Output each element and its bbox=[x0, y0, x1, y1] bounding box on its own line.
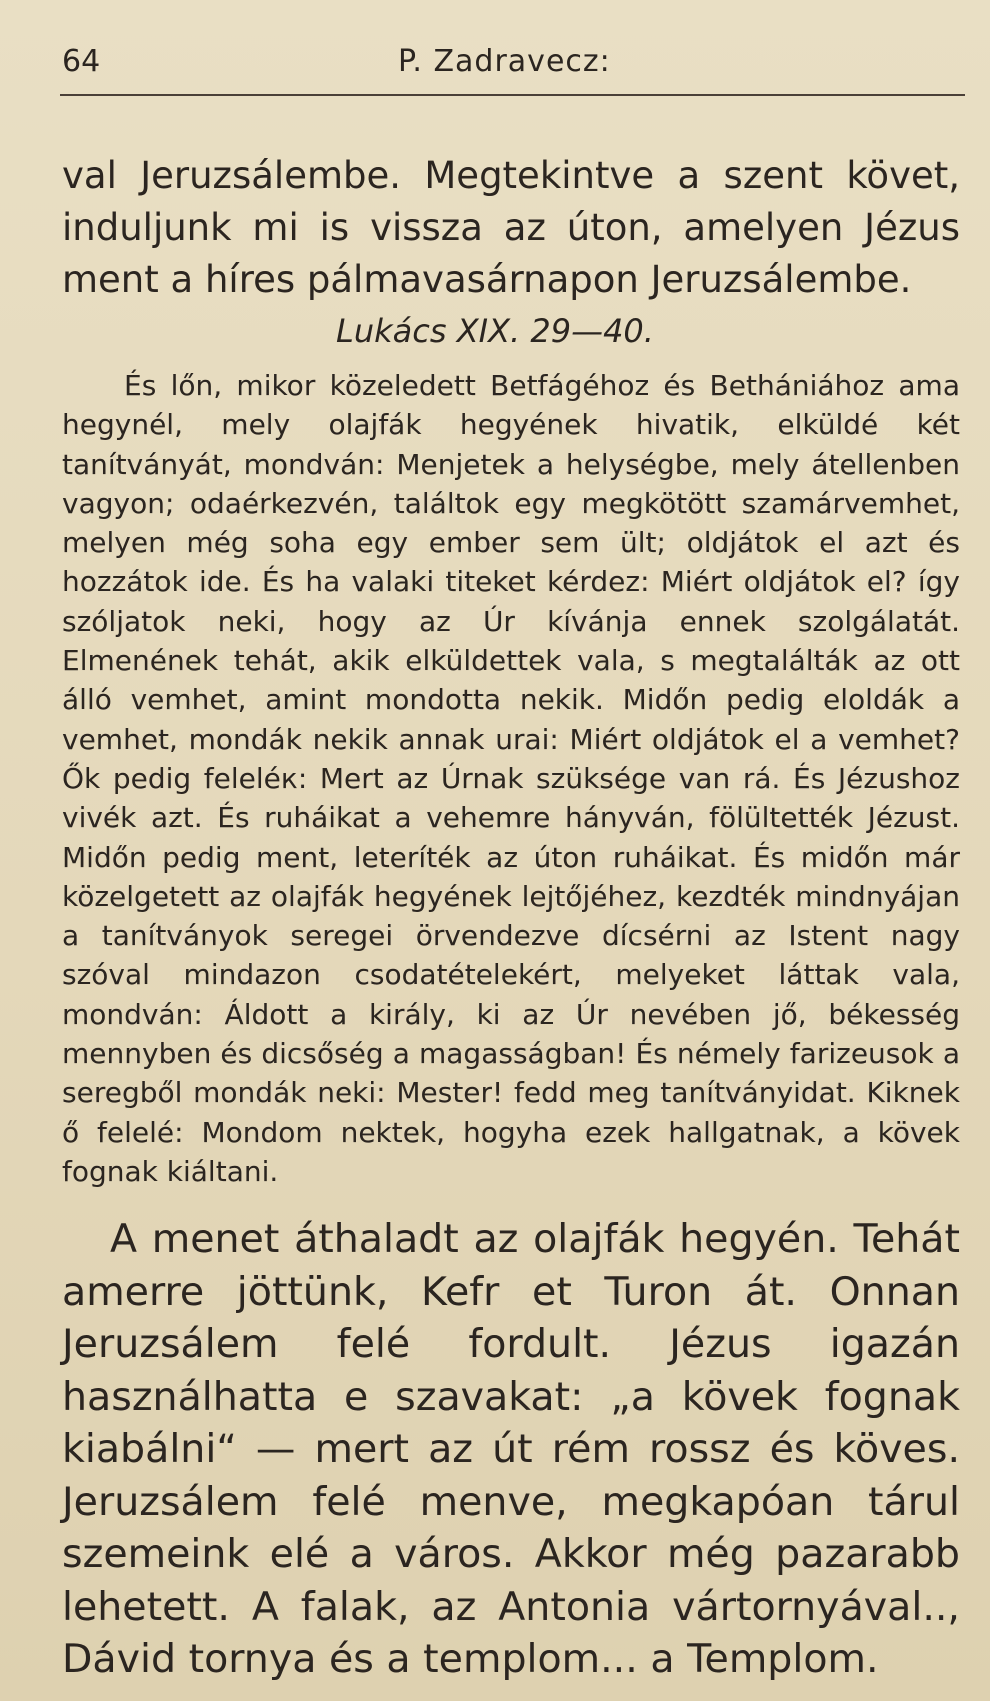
scripture-quote bbox=[62, 366, 960, 1191]
header-rule bbox=[60, 94, 965, 96]
quote-text: És lőn, mikor közeledett Betfágéhoz és Bethániához ama hegynél, mely olajfák hegyének hivatik, elküldé két tanítványát, mondván: Menjetek a helységbe, mely átellenben vagyon; odaérkezvén, találtok egy megkötött szamárvemhet, melyen még soha egy ember sem ült; oldjátok el azt és hozzátok ide. És ha valaki titeket kérdez: Miért oldjátok el? így szóljatok neki, hogy az Úr kívánja ennek szolgálatát. Elmenének tehát, akik elküldettek vala, s megtalálták az ott álló vemhet, amint mondotta nekik. Midőn pedig eloldák a vemhet, mondák nekik annak urai: Miért oldjátok el a vemhet? Ők pedig feleléк: Mert az Úrnak szüksége van rá. És Jézushoz vivék azt. És ruháikat a vehemre hányván, fölültették Jézust. Midőn pedig ment, leteríték az úton ruháikat. És midőn már közelgetett az olajfák hegyének lejtőjéhez, kezdték mindnyájan a tanítványok seregei örvendezve dícsérni az Istent nagy szóval mindazon csodatételekért, melyeket láttak vala, mondván: Áldott a király, ki az Úr nevében jő, békesség mennyben és dicsőség a magasságban! És némely farizeusok a seregből mondák neki: Mester! fedd meg tanítványidat. Kiknek ő felelé: Mondom nektek, hogyha ezek hallgatnak, a kövek fognak kiáltani. bbox=[62, 369, 960, 1188]
intro-text: val Jeruzsálembe. Megtekintve a szent követ, induljunk mi is vissza az úton, amelyen Jézus ment a híres pálmavasárnapon Jeruzsálembe. bbox=[62, 154, 960, 301]
intro-paragraph bbox=[62, 150, 960, 306]
bible-citation: Lukács XIX. 29—40. bbox=[336, 312, 654, 350]
running-title: P. Zadravecz: bbox=[398, 44, 611, 79]
closing-paragraph bbox=[62, 1213, 960, 1686]
page-number: 64 bbox=[62, 44, 101, 79]
closing-text: A menet áthaladt az olajfák hegyén. Tehát amerre jöttünk, Kefr et Turon át. Onnan Jeruzsálem felé fordult. Jézus igazán használhatta e szavakat: „a kövek fognak kiabálni“ — mert az út rém rossz és köves. Jeruzsálem felé menve, megkapóan tárul szemeink elé a város. Akkor még pazarabb lehetett. A falak, az Antonia vártornyával.., Dávid tornya és a templom... a Templom. bbox=[62, 1216, 960, 1682]
